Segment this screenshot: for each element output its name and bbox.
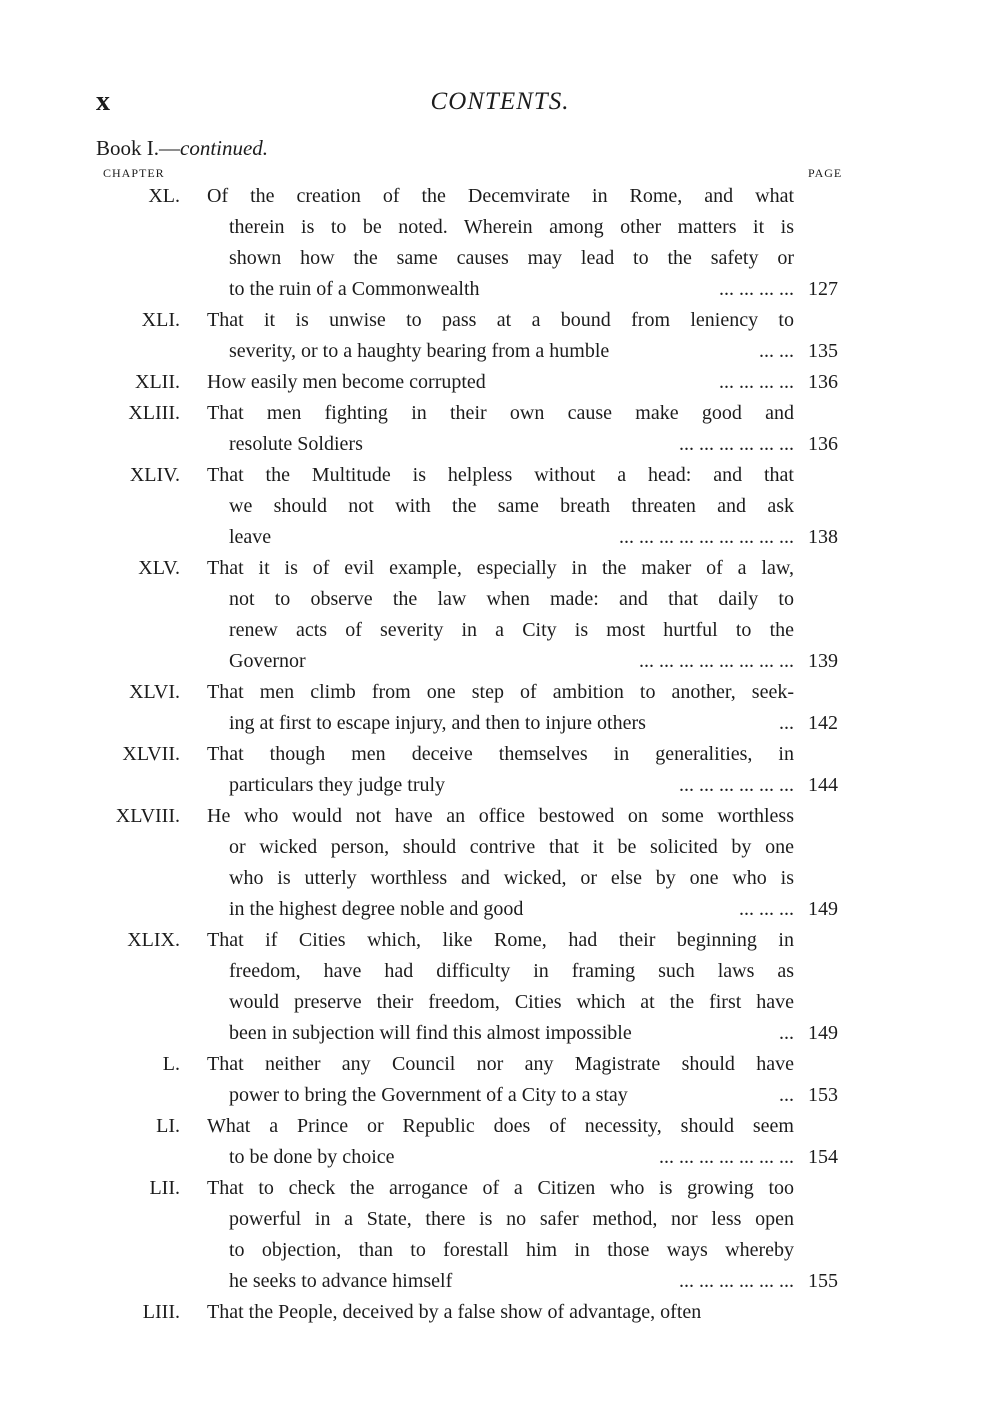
chapter-title-line	[229, 274, 794, 305]
chapter-column-label: CHAPTER	[103, 166, 165, 180]
chapter-title-line: That to check the arrogance of a Citizen who is growing too	[207, 1177, 794, 1199]
leader-dots: ... ... ... ... ... ...	[679, 774, 794, 796]
leader-dots: ... ...	[759, 340, 794, 362]
chapter-title-line: would preserve their freedom, Cities which at the first have	[229, 991, 794, 1013]
leader-dots: ...	[779, 1084, 794, 1106]
chapter-title-line: not to observe the law when made: and that daily to	[229, 588, 794, 610]
page-column-label: PAGE	[808, 166, 843, 180]
chapter-title-line: That it is of evil example, especially in the maker of a law,	[207, 557, 794, 579]
chapter-numeral: XLVII.	[122, 743, 180, 765]
leader-dots: ... ... ... ... ... ...	[679, 1270, 794, 1292]
page-ref: 149	[808, 1022, 838, 1044]
chapter-title-line: That men climb from one step of ambition to another, seek-	[207, 681, 794, 703]
chapter-title-line	[229, 336, 794, 367]
chapter-title-text: ing at first to escape injury, and then to injure others	[229, 712, 646, 734]
chapter-title-line	[229, 708, 794, 739]
page-ref: 153	[808, 1084, 838, 1106]
chapter-numeral: XL.	[148, 185, 180, 207]
running-title: CONTENTS.	[430, 88, 570, 115]
chapter-title-text: to be done by choice	[229, 1146, 395, 1168]
chapter-title-line: we should not with the same breath threaten and ask	[229, 495, 794, 517]
chapter-title-line	[229, 1018, 794, 1049]
leader-dots: ... ... ... ...	[719, 371, 794, 393]
chapter-title-line: shown how the same causes may lead to the safety or	[229, 247, 794, 269]
chapter-title-text: particulars they judge truly	[229, 774, 446, 796]
chapter-numeral: XLIX.	[127, 929, 180, 951]
chapter-title-line: That though men deceive themselves in generalities, in	[207, 743, 794, 765]
chapter-title-text: resolute Soldiers	[229, 433, 363, 455]
leader-dots: ... ... ... ...	[719, 278, 794, 300]
chapter-title-line	[229, 1080, 794, 1111]
chapter-title-line	[229, 429, 794, 460]
chapter-numeral: L.	[162, 1053, 180, 1075]
chapter-numeral: XLII.	[135, 371, 180, 393]
chapter-title-text: power to bring the Government of a City to a stay	[229, 1084, 628, 1106]
chapter-title-line: That neither any Council nor any Magistrate should have	[207, 1053, 794, 1075]
chapter-title-line: That the People, deceived by a false show of advantage, often	[207, 1301, 702, 1323]
chapter-title-line: He who would not have an office bestowed on some worthless	[207, 805, 794, 827]
chapter-title-line: who is utterly worthless and wicked, or else by one who is	[229, 867, 794, 889]
leader-dots: ... ... ... ... ... ... ... ... ...	[619, 526, 794, 548]
page-ref: 139	[808, 650, 838, 672]
leader-dots: ... ... ... ... ... ... ... ...	[639, 650, 794, 672]
page-ref: 149	[808, 898, 838, 920]
chapter-numeral: XLVIII.	[115, 805, 180, 827]
chapter-title-line: or wicked person, should contrive that it be solicited by one	[229, 836, 794, 858]
page-ref: 144	[808, 774, 838, 796]
page-ref: 136	[808, 433, 838, 455]
chapter-title-line	[229, 770, 794, 801]
leader-dots: ... ... ...	[739, 898, 794, 920]
book-label: Book I.—	[96, 136, 180, 160]
chapter-title-text: in the highest degree noble and good	[229, 898, 524, 920]
chapter-title-line: That it is unwise to pass at a bound from leniency to	[207, 309, 794, 331]
chapter-numeral: LII.	[149, 1177, 180, 1199]
chapter-title-text: been in subjection will find this almost impossible	[229, 1022, 632, 1044]
chapter-title-line	[229, 1142, 794, 1173]
chapter-title-line	[207, 367, 794, 398]
chapter-title-line	[229, 522, 794, 553]
chapter-numeral: XLIV.	[129, 464, 180, 486]
chapter-title-line: therein is to be noted. Wherein among other matters it is	[229, 216, 794, 238]
chapter-title-text: leave	[229, 526, 272, 548]
chapter-title-text: to the ruin of a Commonwealth	[229, 278, 480, 300]
chapter-title-line: to objection, than to forestall him in those ways whereby	[229, 1239, 794, 1261]
chapter-title-line: What a Prince or Republic does of necessity, should seem	[207, 1115, 794, 1137]
chapter-numeral: LI.	[156, 1115, 180, 1137]
chapter-title-line	[229, 646, 794, 677]
leader-dots: ...	[779, 1022, 794, 1044]
page-ref: 142	[808, 712, 838, 734]
chapter-numeral: LIII.	[142, 1301, 180, 1323]
chapter-title-line: That men fighting in their own cause make good and	[207, 402, 794, 424]
leader-dots: ...	[779, 712, 794, 734]
page-ref: 136	[808, 371, 838, 393]
page-ref: 127	[808, 278, 838, 300]
page-number: x	[96, 86, 110, 117]
chapter-title-line	[229, 1266, 794, 1297]
chapter-title-line: That the Multitude is helpless without a head: and that	[207, 464, 794, 486]
chapter-title-line: powerful in a State, there is no safer method, nor less open	[229, 1208, 794, 1230]
book-continued: continued.	[180, 136, 269, 160]
chapter-title-text: How easily men become corrupted	[207, 371, 486, 393]
page-ref: 138	[808, 526, 838, 548]
page-ref: 135	[808, 340, 838, 362]
chapter-numeral: XLI.	[141, 309, 180, 331]
chapter-numeral: XLIII.	[128, 402, 180, 424]
book-heading	[96, 136, 268, 161]
chapter-title-line: Of the creation of the Decemvirate in Rome, and what	[207, 185, 794, 207]
chapter-numeral: XLV.	[138, 557, 180, 579]
page-ref: 154	[808, 1146, 838, 1168]
chapter-numeral: XLVI.	[129, 681, 180, 703]
chapter-title-line: freedom, have had difficulty in framing such laws as	[229, 960, 794, 982]
leader-dots: ... ... ... ... ... ... ...	[659, 1146, 794, 1168]
chapter-title-line: renew acts of severity in a City is most hurtful to the	[229, 619, 794, 641]
leader-dots: ... ... ... ... ... ...	[679, 433, 794, 455]
chapter-title-text: severity, or to a haughty bearing from a humble	[229, 340, 610, 362]
page-ref: 155	[808, 1270, 838, 1292]
chapter-title-text: he seeks to advance himself	[229, 1270, 453, 1292]
chapter-title-text: Governor	[229, 650, 306, 672]
chapter-title-line: That if Cities which, like Rome, had their beginning in	[207, 929, 794, 951]
chapter-title-line	[229, 894, 794, 925]
